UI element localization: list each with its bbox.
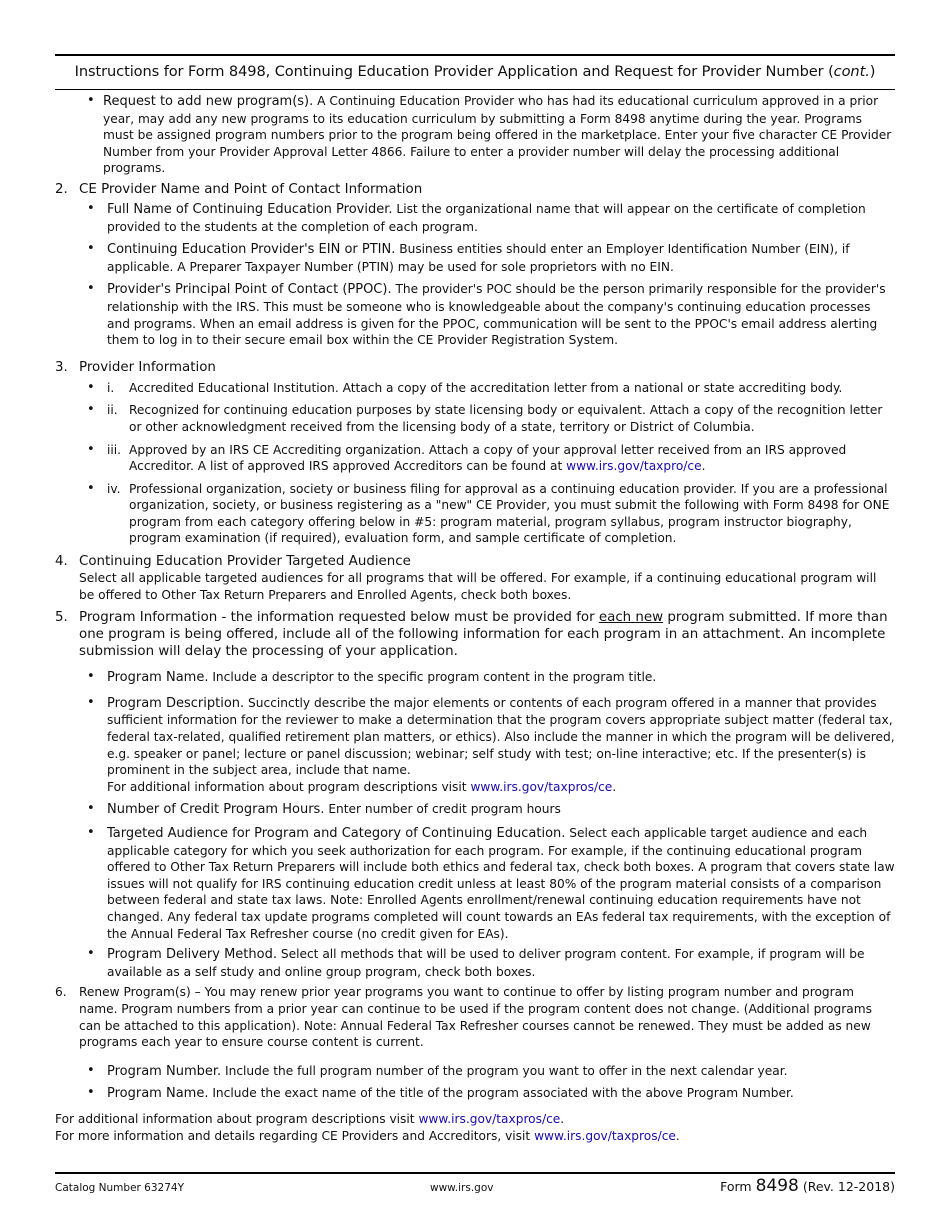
punctuation: .: [675, 1128, 680, 1143]
section-6-item-lead: Program Name.: [107, 1086, 209, 1102]
section-2-item-text: Business entities should enter an Employer Identification Number (EIN), if applicable. A Preparer Taxpayer Number (PTIN) may be used for sole proprietors with no EIN.: [107, 242, 850, 274]
section-6-item: [55, 1085, 895, 1103]
roman-numeral: i.: [107, 380, 115, 395]
section-5-extra: For additional information about program descriptions visit: [107, 779, 471, 794]
closing-link-2[interactable]: www.irs.gov/taxpros/ce: [534, 1128, 676, 1143]
section-5-item-text: Select all methods that will be used to deliver program content. For example, if program will be available as a self study and online group program, check both boxes.: [107, 947, 865, 979]
section-3-number: 3.: [55, 359, 68, 375]
closing-text-2: For more information and details regarding CE Providers and Accreditors, visit: [55, 1128, 535, 1143]
footer-website: www.irs.gov: [430, 1182, 494, 1194]
revision-text: (Rev. 12-2018): [798, 1179, 895, 1194]
section-5-heading: [55, 609, 895, 660]
section-3-item-text: Approved by an IRS CE Accrediting organization. Attach a copy of your approval letter received from an IRS approved Accreditor. A list of approved IRS approved Accreditors can be found at: [129, 442, 847, 474]
section-5-item-text: Include a descriptor to the specific program content in the program title.: [208, 670, 657, 685]
section-6-item-text: Include the full program number of the program you want to offer in the next calendar year.: [221, 1063, 788, 1078]
section-4-heading: [55, 553, 895, 570]
section-6-item: [55, 1063, 895, 1081]
document-body: [55, 93, 895, 1144]
section-5-item-text: Enter number of credit program hours: [324, 802, 561, 817]
section-6-heading: [55, 984, 895, 1050]
section-5-item-lead: Program Name.: [107, 670, 209, 686]
section-4-number: 4.: [55, 554, 68, 570]
closing-link-1[interactable]: www.irs.gov/taxpros/ce: [418, 1111, 561, 1126]
closing-line-1: [55, 1111, 895, 1128]
roman-numeral: • iii.: [107, 442, 122, 457]
section-5-item: [55, 946, 895, 980]
section-2-item: [55, 201, 895, 235]
section-3-item: [55, 442, 895, 475]
section-3-item-text: Recognized for continuing education purposes by state licensing body or equivalent. Attach a copy of the recognition letter or other acknowledgment received from the licensing body of a state, territory or District of Columbia.: [129, 403, 883, 434]
section-3-item: [55, 380, 895, 397]
section-6-title: Renew Program(s) – You may renew prior year programs you want to continue to offer by listing program number and program name. Program numbers from a prior year can continue to be used if the program content does not change. (Additional programs can be attached to this application). Note: Annual Federal Tax Refresher courses cannot be renewed. They must be added as new programs each year to ensure course content is current.: [79, 985, 872, 1050]
section-2-item: [55, 281, 895, 348]
closing-text-1: For additional information about program descriptions visit: [55, 1111, 419, 1126]
form-label: Form: [720, 1179, 756, 1194]
section-5-item-text: Succinctly describe the major elements or contents of each program offered in a manner that provides sufficient information for the reviewer to make a determination that the program covers appropriate subject matter (federal tax, federal tax-related, qualified retirement plan matters, or ethics). Also include the manner in which the program will be delivered, e.g. speaker or panel; lecture or panel discussion; webinar; self study with test; on-line interactive; etc. If the presenter(s) is prominent in the subject area, include that name.: [107, 695, 895, 778]
section-2-item: [55, 241, 895, 275]
section-5-item-text: Select each applicable target audience and each applicable category for which you seek authorization for each program. For example, if the continuing educational program offered to Other Tax Return Preparers will include both ethics and federal tax, check both boxes. A program that covers state law issues will not qualify for IRS continuing education credit unless at least 80% of the program material consists of a comparison between federal and state tax laws. Note: Enrolled Agents enrollment/renewal continuing education requirements have not changed. Any federal tax update programs completed will count towards an EAs federal tax requirements, with the exception of the Annual Federal Tax Refresher course (no credit given for EAs).: [107, 826, 895, 941]
section-2-item-lead: Full Name of Continuing Education Provider.: [107, 201, 393, 217]
form-revision: [720, 1176, 895, 1196]
section-5-item: [55, 695, 895, 796]
section-5-item: [55, 669, 895, 687]
intro-text: A Continuing Education Provider who has had its educational curriculum approved in a prior year, may add any new programs to its education curriculum by submitting a Form 8498 anytime during the year. Programs must be assigned program numbers prior to the program being offered in the marketplace. Enter your five character CE Provider Number from your Provider Approval Letter 4866. Failure to enter a provider number will delay the processing additional programs.: [103, 94, 892, 176]
section-4-text: Select all applicable targeted audiences for all programs that will be offered. For example, if a continuing educational program will be offered to Other Tax Return Preparers and Enrolled Agents, check both boxes.: [79, 571, 877, 602]
closing-line-2: [55, 1128, 895, 1145]
header-end: ): [869, 63, 876, 80]
section-5-item: [55, 825, 895, 942]
section-5-item-lead: Targeted Audience for Program and Category of Continuing Education.: [107, 826, 566, 841]
program-descriptions-link[interactable]: www.irs.gov/taxpros/ce: [470, 779, 613, 794]
section-6-item-lead: Program Number.: [107, 1063, 222, 1079]
section-5-item: [55, 801, 895, 819]
section-2-title: CE Provider Name and Point of Contact Information: [79, 181, 423, 197]
section-6-number: 6.: [55, 985, 67, 1000]
section-3-title: Provider Information: [79, 359, 216, 375]
section-2-number: 2.: [55, 181, 68, 197]
section-4-title: Continuing Education Provider Targeted Audience: [79, 554, 411, 570]
section-5-title-a: Program Information - the information requested below must be provided for: [79, 610, 599, 626]
closing-notes: [55, 1111, 895, 1144]
top-rule: [55, 54, 895, 56]
section-2-item-text: The provider's POC should be the person primarily responsible for the provider's relationship with the IRS. This must be someone who is knowledgeable about the company's continuing education processes and programs. When an email address is given for the PPOC, communication will be sent to the PPOC's email address alerting them to log in to their secure email box within the CE Provider Registration System.: [107, 282, 886, 348]
section-2-heading: [55, 181, 895, 198]
section-5-title-underline: each new: [598, 610, 664, 626]
section-5-number: 5.: [55, 610, 68, 626]
roman-numeral: • ii.: [107, 403, 118, 418]
header-cont: cont.: [833, 63, 870, 80]
section-6-item-text: Include the exact name of the title of the program associated with the above Program Number.: [208, 1086, 794, 1101]
form-number: 8498: [755, 1176, 799, 1196]
punctuation: .: [701, 459, 706, 474]
section-3-heading: [55, 359, 895, 376]
punctuation: .: [560, 1111, 565, 1126]
section-2-item-text: List the organizational name that will appear on the certificate of completion provided to the students at the completion of each program.: [107, 201, 866, 234]
roman-numeral: • iv.: [107, 481, 121, 496]
section-3-item: [55, 402, 895, 435]
section-5-title-b: program submitted. If more than one program is being offered, include all of the following information for each program in an attachment. An incomplete submission will delay the processing of your application.: [79, 610, 888, 660]
section-3-item-text: Accredited Educational Institution. Attach a copy of the accreditation letter from a national or state accrediting body.: [129, 380, 843, 395]
footer-rule: [55, 1172, 895, 1174]
section-2-item-lead: Continuing Education Provider's EIN or PTIN.: [107, 242, 396, 258]
header-title: Instructions for Form 8498, Continuing Education Provider Application and Request for Provider Number (: [74, 63, 834, 80]
accreditors-link[interactable]: www.irs.gov/taxpro/ce: [566, 459, 702, 474]
section-3-item: [55, 481, 895, 547]
header-rule: [55, 89, 895, 90]
catalog-number: Catalog Number 63274Y: [55, 1182, 184, 1194]
page-header: [55, 63, 895, 80]
punctuation: .: [612, 779, 617, 794]
section-2-item-lead: Provider's Principal Point of Contact (PPOC).: [107, 282, 392, 298]
section-5-item-lead: Number of Credit Program Hours.: [107, 802, 325, 818]
section-3-item-text: Professional organization, society or business filing for approval as a continuing education provider. If you are a professional organization, society, or business registering as a "new" CE Provider, you must submit the following with Form 8498 for ONE program from each category offering below in #5: program material, program syllabus, program instructor biography, program examination (if required), evaluation form, and sample certificate of completion.: [129, 481, 890, 546]
intro-bullet: [55, 93, 895, 177]
section-5-item-lead: Program Description.: [107, 695, 245, 711]
intro-lead: Request to add new program(s).: [103, 94, 314, 109]
section-5-item-lead: Program Delivery Method.: [107, 947, 277, 963]
